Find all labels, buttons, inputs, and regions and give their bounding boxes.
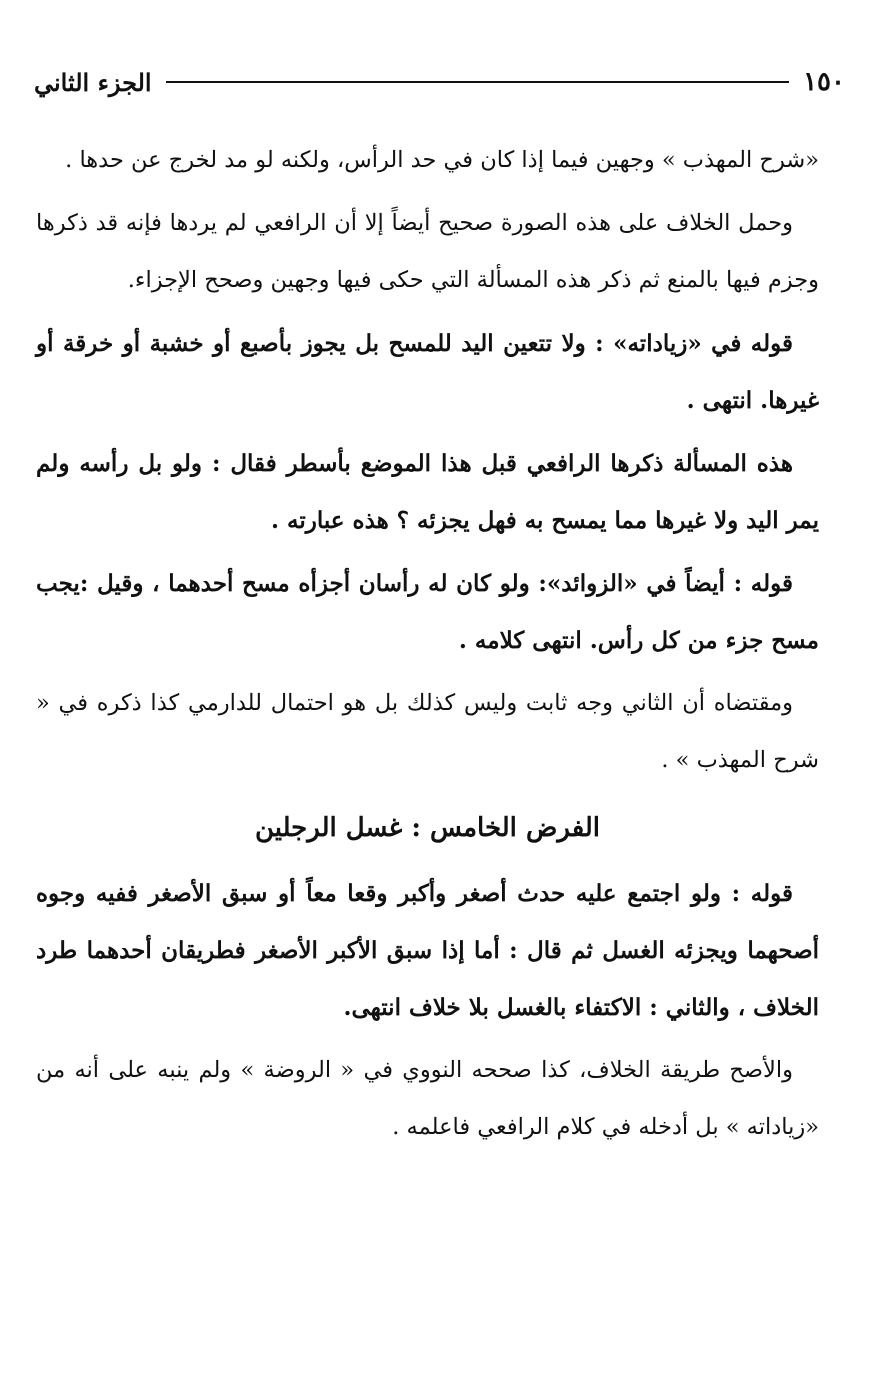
running-header: [34, 64, 845, 100]
paragraph-quote: قوله في «زياداته» : ولا تتعين اليد للمسح بل يجوز بأصبع أو خشبة أو خرقة أو غيرها. انتهى .: [36, 330, 819, 414]
paragraph-continuation: «شرح المهذب » وجهين فيما إذا كان في حد الرأس، ولكنه لو مد لخرج عن حدها .: [65, 147, 819, 173]
paragraph-commentary: وحمل الخلاف على هذه الصورة صحيح أيضاً إلا أن الرافعي لم يردها فإنه قد ذكرها وجزم فيها بالمنع ثم ذكر هذه المسألة التي حكى فيها وجهين وصحح الإجزاء.: [36, 210, 819, 293]
paragraph-commentary-bold: هذه المسألة ذكرها الرافعي قبل هذا الموضع بأسطر فقال : ولو بل رأسه ولم يمر اليد ولا غيرها مما يمسح به فهل يجزئه ؟ هذه عبارته .: [36, 450, 819, 534]
paragraph-commentary: والأصح طريقة الخلاف، كذا صححه النووي في « الروضة » ولم ينبه على أنه من «زياداته » بل أدخله في كلام الرافعي فاعلمه .: [36, 1057, 819, 1140]
paragraph-commentary: ومقتضاه أن الثاني وجه ثابت وليس كذلك بل هو احتمال للدارمي كذا ذكره في « شرح المهذب » .: [36, 690, 819, 773]
page-number: ١٥٠: [803, 67, 845, 97]
paragraph-quote: قوله : أيضاً في «الزوائد»: ولو كان له رأسان أجزأه مسح أحدهما ، وقيل :يجب مسح جزء من كل رأس. انتهى كلامه .: [36, 570, 819, 654]
paragraph-quote: قوله : ولو اجتمع عليه حدث أصغر وأكبر وقعا معاً أو سبق الأصغر ففيه وجوه أصحهما ويجزئه الغسل ثم قال : أما إذا سبق الأكبر الأصغر فطريقان أحدهما طرد الخلاف ، والثاني : الاكتفاء بالغسل بلا خلاف انتهى.: [36, 880, 819, 1021]
header-rule: [166, 81, 790, 83]
page-body: [36, 132, 819, 1162]
part-title: الجزء الثاني: [34, 67, 152, 97]
section-heading: الفرض الخامس : غسل الرجلين: [254, 813, 601, 843]
